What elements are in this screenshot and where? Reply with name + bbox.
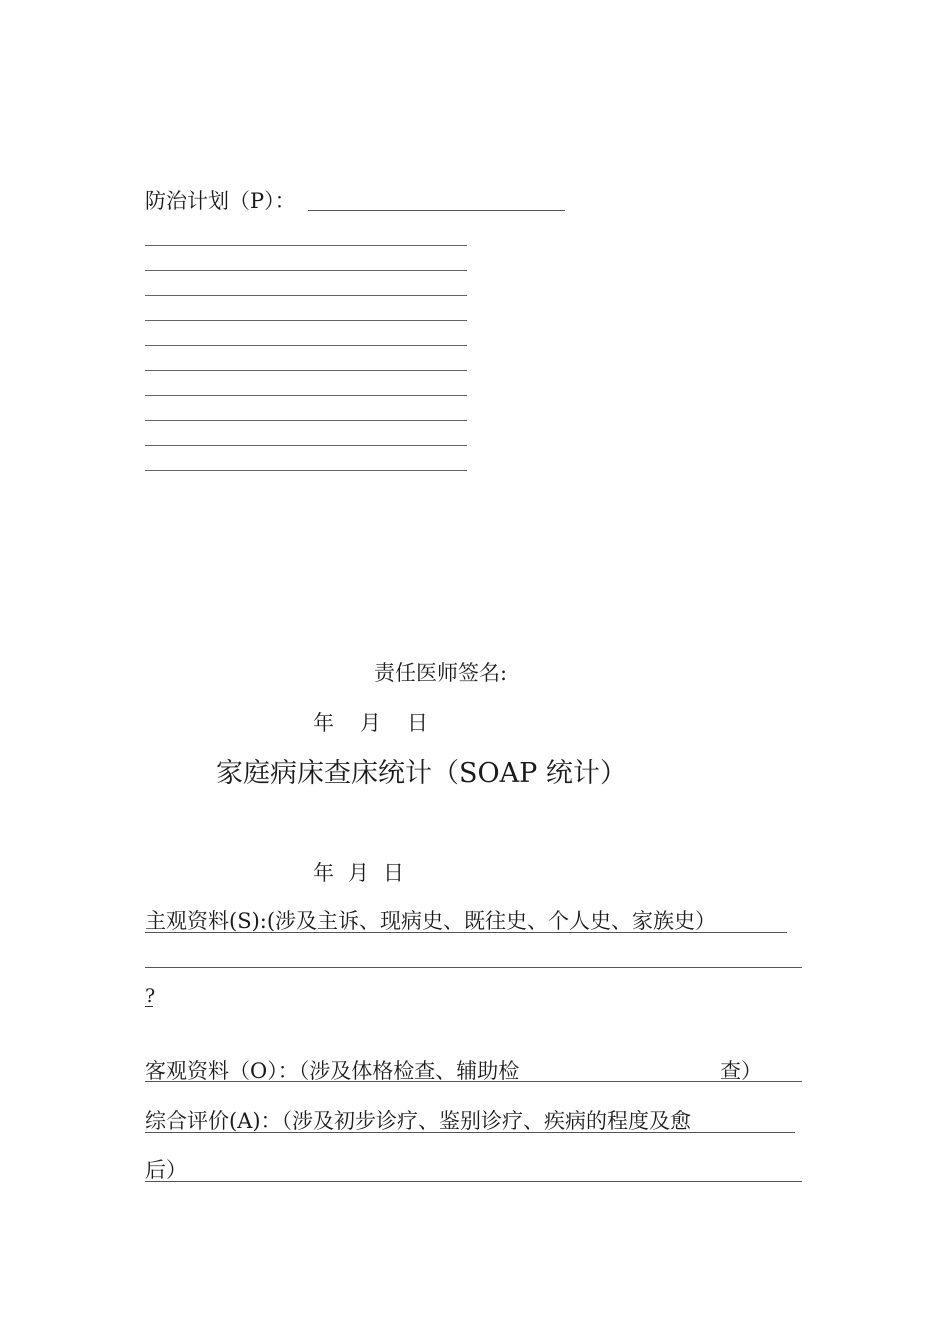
date-month: 月 [360,711,381,735]
plan-blank-line [145,395,467,396]
subjective-underline [145,932,787,933]
signature-date [313,710,428,736]
date-month: 月 [348,861,369,885]
plan-blank-line [145,320,467,321]
subjective-mark: ? [145,985,156,1007]
record-date [313,860,404,886]
assessment-underline-2 [145,1181,802,1182]
assessment-underline [145,1132,795,1133]
subjective-label: 主观资料(S):(涉及主诉、现病史、既往史、个人史、家族史） [145,909,717,933]
date-year: 年 [313,711,334,735]
plan-blank-line [145,420,467,421]
objective-label-end: 查） [720,1059,762,1083]
plan-blank-line [145,270,467,271]
page-title: 家庭病床查床统计（SOAP 统计） [216,758,627,789]
date-day: 日 [383,861,404,885]
objective-label: 客观资料（O）：（涉及体格检查、辅助检 [145,1059,520,1083]
assessment-label-continued: 后） [145,1158,187,1182]
subjective-blank-line [145,967,802,968]
date-day: 日 [407,711,428,735]
physician-signature-label: 责任医师签名: [374,661,508,685]
date-year: 年 [313,861,334,885]
plan-blank-lines [145,245,467,495]
plan-blank-line [145,370,467,371]
mark-underline [145,1006,153,1007]
plan-blank-line [145,295,467,296]
objective-underline [145,1081,802,1082]
plan-blank-line [145,445,467,446]
plan-blank-line [145,245,467,246]
plan-blank-line [145,470,467,471]
plan-label: 防治计划（P）： [145,189,296,213]
assessment-label: 综合评价(A)：（涉及初步诊疗、鉴别诊疗、疾病的程度及愈 [145,1109,692,1133]
plan-underline [308,210,565,211]
plan-blank-line [145,345,467,346]
